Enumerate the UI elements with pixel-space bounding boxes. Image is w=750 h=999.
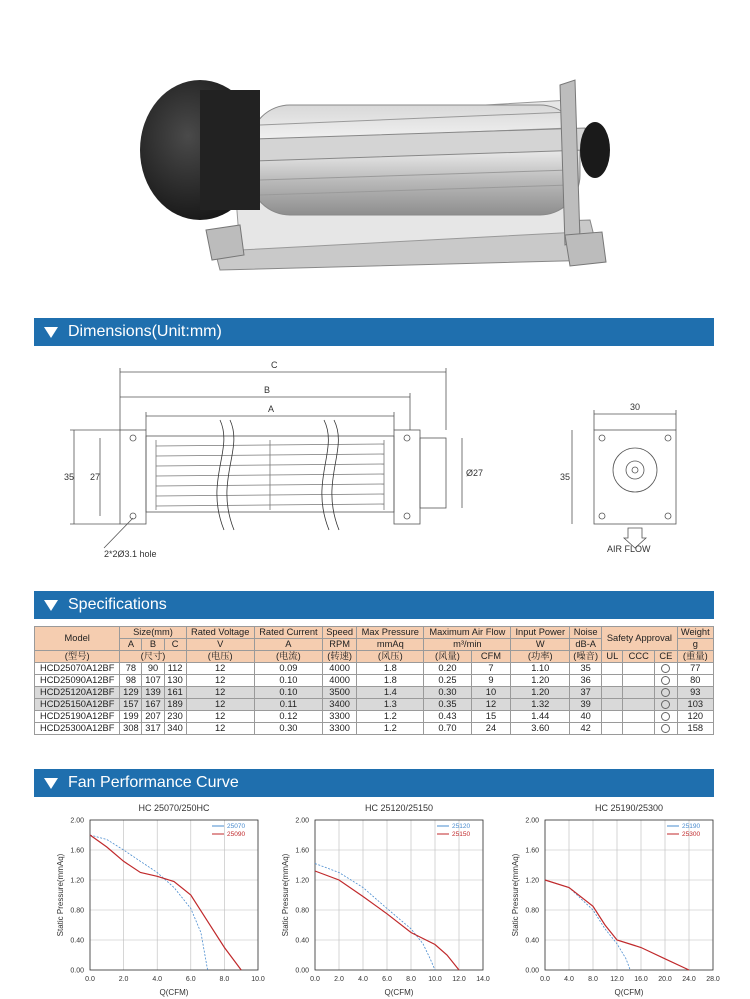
table-row	[35, 687, 714, 699]
x-tick-label: 20.0	[658, 976, 672, 983]
table-row	[35, 663, 714, 675]
table-cell: 7	[471, 663, 511, 675]
x-tick-label: 0.0	[540, 976, 550, 983]
x-tick-label: 14.0	[476, 976, 490, 983]
header-cn-speed: (转速)	[322, 651, 356, 663]
header-cn-weight: (重量)	[677, 651, 713, 663]
legend-label: 25190	[682, 823, 701, 830]
x-tick-label: 0.0	[85, 976, 95, 983]
table-cell: 107	[142, 675, 164, 687]
table-cell: 0.20	[424, 663, 471, 675]
x-tick-label: 4.0	[564, 976, 574, 983]
table-cell: 1.20	[511, 675, 570, 687]
table-cell	[623, 663, 655, 675]
table-cell	[623, 687, 655, 699]
table-cell: 158	[677, 723, 713, 735]
header-c: C	[164, 639, 186, 651]
x-tick-label: 6.0	[185, 976, 196, 983]
model-cell: HCD25120A12BF	[35, 687, 120, 699]
y-tick-label: 0.80	[525, 907, 539, 915]
chart-title: HC 25120/25150	[364, 803, 434, 813]
table-cell	[655, 699, 678, 711]
table-cell: 0.12	[254, 711, 322, 723]
y-tick-label: 1.60	[525, 847, 539, 855]
header-voltage: Rated Voltage	[186, 627, 254, 639]
y-tick-label: 0.80	[70, 907, 84, 915]
x-tick-label: 2.0	[118, 976, 129, 983]
table-row	[35, 723, 714, 735]
header-m3min: m³/min	[424, 639, 511, 651]
performance-chart-2	[275, 800, 495, 999]
dim-label-30: 30	[630, 402, 641, 412]
table-cell: 93	[677, 687, 713, 699]
model-cell: HCD25150A12BF	[35, 699, 120, 711]
ce-mark-icon	[661, 688, 670, 697]
dim-label-a: A	[268, 404, 275, 414]
table-cell	[655, 663, 678, 675]
header-w: W	[511, 639, 570, 651]
y-axis-label: Static Pressure(mmAq)	[56, 853, 65, 937]
x-tick-label: 8.0	[406, 976, 416, 983]
table-cell: 1.32	[511, 699, 570, 711]
legend-label: 25300	[682, 831, 701, 838]
header-cfm: CFM	[471, 651, 511, 663]
table-cell: 1.44	[511, 711, 570, 723]
x-tick-label: 12.0	[610, 976, 624, 983]
x-tick-label: 12.0	[452, 976, 466, 983]
table-cell: 12	[186, 663, 254, 675]
y-tick-label: 2.00	[525, 817, 539, 825]
table-cell: 199	[120, 711, 142, 723]
y-tick-label: 0.40	[525, 937, 539, 945]
table-cell: 317	[142, 723, 164, 735]
header-airflow: Maximum Air Flow	[424, 627, 511, 639]
x-tick-label: 2.0	[334, 976, 344, 983]
table-cell: 0.30	[424, 687, 471, 699]
table-cell: 4000	[322, 663, 356, 675]
air-flow-label: AIR FLOW	[607, 544, 651, 554]
dim-label-27: 27	[90, 472, 101, 482]
legend-label: 25090	[227, 831, 246, 838]
x-tick-label: 8.0	[588, 976, 598, 983]
table-cell: 1.2	[357, 711, 424, 723]
series-line-25120	[315, 864, 435, 971]
performance-chart-3	[505, 800, 725, 999]
table-cell	[655, 711, 678, 723]
table-cell: 1.10	[511, 663, 570, 675]
x-tick-label: 10.0	[251, 976, 265, 983]
table-cell: 0.70	[424, 723, 471, 735]
table-cell: 12	[186, 687, 254, 699]
legend-label: 25070	[227, 823, 246, 830]
y-axis-label: Static Pressure(mmAq)	[281, 853, 290, 937]
header-ccc: CCC	[623, 651, 655, 663]
table-cell: 39	[570, 699, 602, 711]
header-ul: UL	[602, 651, 623, 663]
table-cell: 78	[120, 663, 142, 675]
table-cell: 12	[471, 699, 511, 711]
table-cell: 157	[120, 699, 142, 711]
x-tick-label: 4.0	[152, 976, 163, 983]
table-cell: 130	[164, 675, 186, 687]
table-cell: 3300	[322, 723, 356, 735]
specifications-banner	[34, 591, 714, 619]
x-tick-label: 28.0	[706, 976, 720, 983]
header-ce: CE	[655, 651, 678, 663]
model-cell: HCD25070A12BF	[35, 663, 120, 675]
y-tick-label: 0.00	[70, 967, 84, 975]
header-speed: Speed	[322, 627, 356, 639]
ce-mark-icon	[661, 676, 670, 685]
x-axis-label: Q(CFM)	[159, 988, 189, 997]
table-row	[35, 699, 714, 711]
dim-label-b: B	[264, 385, 271, 395]
header-g: g	[677, 639, 713, 651]
header-cn-noise: (噪音)	[570, 651, 602, 663]
model-cell: HCD25190A12BF	[35, 711, 120, 723]
dim-label-side-35: 35	[560, 472, 571, 482]
specifications-title: Specifications	[68, 596, 167, 613]
table-cell: 77	[677, 663, 713, 675]
y-tick-label: 0.00	[295, 967, 309, 975]
table-cell	[623, 675, 655, 687]
y-tick-label: 0.40	[70, 937, 84, 945]
table-cell: 4000	[322, 675, 356, 687]
chart-title: HC 25190/25300	[594, 803, 664, 813]
table-cell: 167	[142, 699, 164, 711]
table-header-row	[35, 651, 714, 663]
table-cell	[623, 711, 655, 723]
table-cell: 90	[142, 663, 164, 675]
dim-label-35: 35	[64, 472, 75, 482]
dim-label-diameter: Ø27	[466, 468, 484, 478]
table-header-row	[35, 627, 714, 639]
table-cell	[602, 699, 623, 711]
table-cell: 98	[120, 675, 142, 687]
x-tick-label: 16.0	[634, 976, 648, 983]
y-tick-label: 2.00	[295, 817, 309, 825]
table-cell	[655, 675, 678, 687]
table-cell	[602, 687, 623, 699]
plot-frame	[90, 820, 258, 970]
x-tick-label: 4.0	[358, 976, 368, 983]
y-tick-label: 0.00	[525, 967, 539, 975]
header-rpm: RPM	[322, 639, 356, 651]
table-cell	[602, 723, 623, 735]
y-tick-label: 0.40	[295, 937, 309, 945]
header-pressure: Max Pressure	[357, 627, 424, 639]
header-size: Size(mm)	[120, 627, 186, 639]
x-axis-label: Q(CFM)	[384, 988, 414, 997]
table-cell: 129	[120, 687, 142, 699]
table-cell: 103	[677, 699, 713, 711]
x-tick-label: 6.0	[382, 976, 392, 983]
fan-product-photo	[0, 0, 750, 310]
header-cn-model: (型号)	[35, 651, 120, 663]
model-cell: HCD25300A12BF	[35, 723, 120, 735]
table-cell: 1.8	[357, 675, 424, 687]
table-cell: 0.43	[424, 711, 471, 723]
y-axis-label: Static Pressure(mmAq)	[511, 853, 520, 937]
table-cell: 15	[471, 711, 511, 723]
table-cell: 161	[164, 687, 186, 699]
table-cell: 12	[186, 675, 254, 687]
header-dba: dB-A	[570, 639, 602, 651]
y-tick-label: 0.80	[295, 907, 309, 915]
curve-title: Fan Performance Curve	[68, 774, 239, 791]
legend-label: 25150	[452, 831, 471, 838]
chart-title: HC 25070/250HC	[138, 803, 210, 813]
header-cn-current: (电流)	[254, 651, 322, 663]
table-cell: 340	[164, 723, 186, 735]
hole-note: 2*2Ø3.1 hole	[104, 549, 157, 559]
table-cell	[602, 663, 623, 675]
table-cell: 40	[570, 711, 602, 723]
table-cell: 1.4	[357, 687, 424, 699]
model-cell: HCD25090A12BF	[35, 675, 120, 687]
table-cell: 0.25	[424, 675, 471, 687]
header-amp: A	[254, 639, 322, 651]
table-cell: 42	[570, 723, 602, 735]
table-cell: 207	[142, 711, 164, 723]
y-tick-label: 1.20	[70, 877, 84, 885]
table-cell: 1.8	[357, 663, 424, 675]
header-cn-size: (尺寸)	[120, 651, 186, 663]
header-safety: Safety Approval	[602, 627, 677, 651]
table-cell: 1.3	[357, 699, 424, 711]
table-cell: 1.20	[511, 687, 570, 699]
header-current: Rated Current	[254, 627, 322, 639]
y-tick-label: 2.00	[70, 817, 84, 825]
ce-mark-icon	[661, 664, 670, 673]
table-cell: 12	[186, 711, 254, 723]
table-cell: 3500	[322, 687, 356, 699]
table-cell: 112	[164, 663, 186, 675]
header-a: A	[120, 639, 142, 651]
header-cn-pressure: (风压)	[357, 651, 424, 663]
y-tick-label: 1.20	[525, 877, 539, 885]
dimensions-banner	[34, 318, 714, 346]
header-power: Input Power	[511, 627, 570, 639]
performance-chart-1	[50, 800, 270, 999]
table-cell: 1.2	[357, 723, 424, 735]
table-cell: 0.10	[254, 687, 322, 699]
header-mmaq: mmAq	[357, 639, 424, 651]
table-cell: 10	[471, 687, 511, 699]
plot-frame	[315, 820, 483, 970]
table-cell: 139	[142, 687, 164, 699]
dimension-drawing	[34, 350, 714, 590]
table-row	[35, 675, 714, 687]
ce-mark-icon	[661, 700, 670, 709]
y-tick-label: 1.60	[70, 847, 84, 855]
curve-banner	[34, 769, 714, 797]
table-cell: 189	[164, 699, 186, 711]
spec-table	[34, 626, 714, 735]
x-tick-label: 24.0	[682, 976, 696, 983]
table-cell	[602, 711, 623, 723]
header-cn-airflow: (风量)	[424, 651, 471, 663]
table-cell: 230	[164, 711, 186, 723]
dim-label-c: C	[271, 360, 278, 370]
series-line-25090	[90, 835, 241, 970]
table-cell: 12	[186, 723, 254, 735]
y-tick-label: 1.20	[295, 877, 309, 885]
table-cell	[655, 687, 678, 699]
table-cell	[655, 723, 678, 735]
table-cell: 12	[186, 699, 254, 711]
table-cell	[623, 723, 655, 735]
header-b: B	[142, 639, 164, 651]
table-cell: 80	[677, 675, 713, 687]
x-axis-label: Q(CFM)	[614, 988, 644, 997]
legend-label: 25120	[452, 823, 471, 830]
table-cell: 37	[570, 687, 602, 699]
table-cell: 0.30	[254, 723, 322, 735]
header-v: V	[186, 639, 254, 651]
x-tick-label: 0.0	[310, 976, 320, 983]
ce-mark-icon	[661, 712, 670, 721]
table-cell: 120	[677, 711, 713, 723]
header-cn-voltage: (电压)	[186, 651, 254, 663]
table-cell: 308	[120, 723, 142, 735]
table-cell: 3400	[322, 699, 356, 711]
header-noise: Noise	[570, 627, 602, 639]
table-row	[35, 711, 714, 723]
table-cell: 0.10	[254, 675, 322, 687]
table-cell: 3.60	[511, 723, 570, 735]
plot-frame	[545, 820, 713, 970]
header-cn-power: (功率)	[511, 651, 570, 663]
triangle-down-icon	[44, 327, 58, 338]
ce-mark-icon	[661, 724, 670, 733]
table-cell: 24	[471, 723, 511, 735]
series-line-25070	[90, 835, 208, 970]
y-tick-label: 1.60	[295, 847, 309, 855]
dimensions-title: Dimensions(Unit:mm)	[68, 323, 222, 340]
table-cell: 0.35	[424, 699, 471, 711]
table-cell: 9	[471, 675, 511, 687]
series-line-25190	[545, 880, 630, 970]
table-cell: 3300	[322, 711, 356, 723]
header-weight: Weight	[677, 627, 713, 639]
table-cell: 36	[570, 675, 602, 687]
x-tick-label: 10.0	[428, 976, 442, 983]
triangle-down-icon	[44, 600, 58, 611]
x-tick-label: 8.0	[219, 976, 230, 983]
table-cell: 35	[570, 663, 602, 675]
table-cell: 0.09	[254, 663, 322, 675]
table-cell	[623, 699, 655, 711]
table-cell: 0.11	[254, 699, 322, 711]
triangle-down-icon	[44, 778, 58, 789]
header-model: Model	[35, 627, 120, 651]
table-cell	[602, 675, 623, 687]
